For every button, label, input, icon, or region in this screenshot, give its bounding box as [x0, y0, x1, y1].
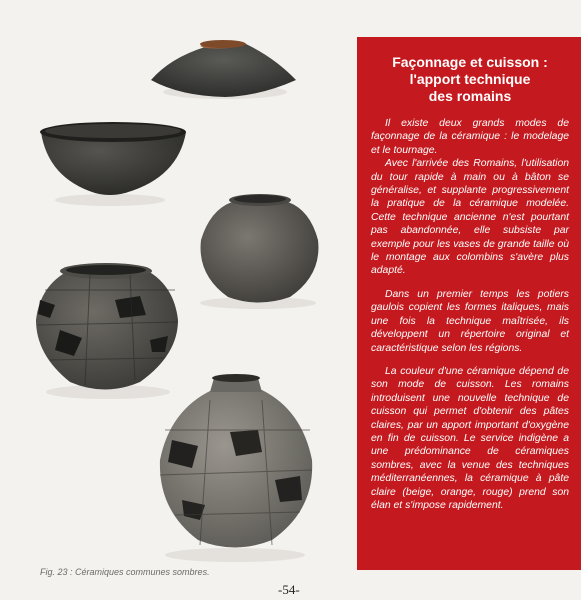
- sidebar-paragraph: Avec l'arrivée des Romains, l'utilisation du tour rapide à main ou à bâton se généralise, et supplante progressivement la pratique de la céramique modelée. Cette technique ancienne n'est pourtant pas abandonnée, elle subsiste par exemple pour les vases de grande taille où le montage aux colombins s'avère plus adapté.: [371, 158, 569, 277]
- sidebar-paragraph: Il existe deux grands modes de façonnage de la céramique : le modelage et le tournage.: [371, 118, 569, 156]
- pottery-jar-small: [200, 194, 318, 309]
- pottery-lid: [151, 40, 296, 99]
- sidebar-title: [371, 54, 569, 105]
- sidebar-paragraph: Dans un premier temps les potiers gaulois copient les formes italiques, mais une fois la technique maîtrisée, ils développent un répertoire original et caractéristique selon les régions.: [371, 288, 569, 354]
- page-number: -54-: [278, 582, 300, 597]
- figure-caption: Fig. 23 : Céramiques communes sombres.: [40, 567, 210, 577]
- sidebar-paragraph: La couleur d'une céramique dépend de son mode de cuisson. Les romains introduisent une nouvelle technique de cuisson qui permet d'obtenir des pâtes claires, par un apport important d'oxygène en fin de cuisson. Le service indigène a une prédominance de céramiques sombres, avec la venue des techniques méditerranéennes, la céramique à pâte claire (beige, orange, rouge) prend son élan et s'impose rapidement.: [371, 365, 569, 511]
- pottery-bowl: [40, 122, 186, 206]
- pottery-jar-restored: [36, 263, 178, 399]
- sidebar-title-line: des romains: [428, 88, 512, 104]
- sidebar-title-line: Façonnage et cuisson :: [392, 54, 548, 70]
- sidebar-box: [357, 37, 581, 570]
- sidebar-title-line: l'apport technique: [409, 71, 531, 87]
- pottery-jar-large: [160, 374, 312, 562]
